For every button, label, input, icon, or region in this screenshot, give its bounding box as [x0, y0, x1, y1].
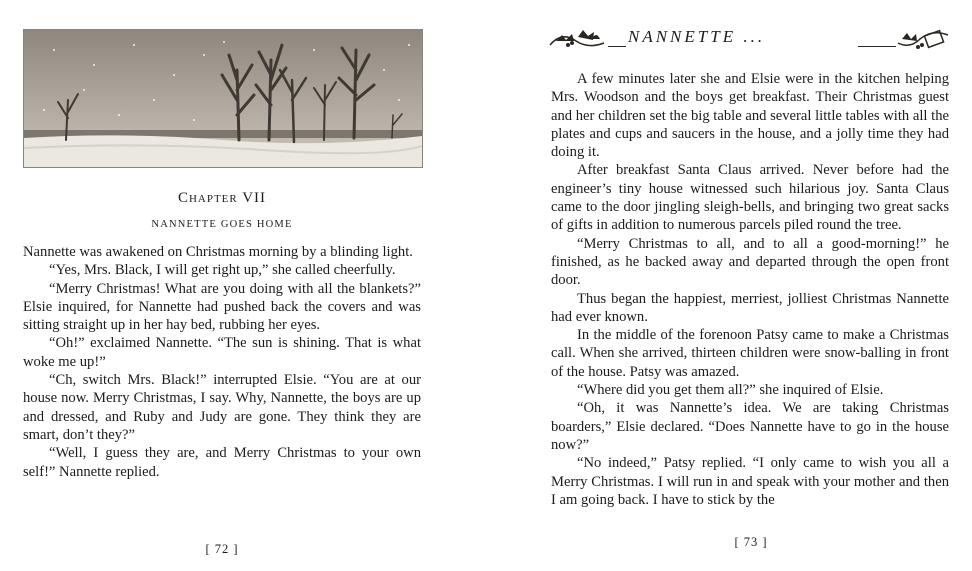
- paragraph: In the middle of the forenoon Patsy came to make a Christmas call. When she arrived, thirteen children were snow-balling in front of the house. Patsy was amazed.: [551, 327, 949, 380]
- paragraph: “Yes, Mrs. Black, I will get right up,” she called cheerfully.: [49, 262, 396, 279]
- winter-illustration: [23, 29, 423, 168]
- left-page-body: [23, 243, 421, 481]
- paragraph: “Oh, it was Nannette’s idea. We are taking Christmas boarders,” Elsie declared. “Does Nannette have to go in the house now?”: [551, 400, 949, 453]
- paragraph: A few minutes later she and Elsie were in the kitchen helping Mrs. Woodson and the boys get breakfast. Their Christmas guest and her children set the big table and several little tables with all the plates and cups and saucers in the house, and a jolly time they had doing it.: [551, 71, 949, 161]
- head-rule-left: [608, 46, 626, 47]
- paragraph: “Oh!” exclaimed Nannette. “The sun is shining. That is what woke me up!”: [23, 335, 421, 370]
- chapter-title: Chapter VII: [177, 190, 267, 206]
- running-head: [548, 25, 950, 55]
- running-head-title: NANNETTE ...: [628, 27, 766, 46]
- paragraph: After breakfast Santa Claus arrived. Never before had the engineer’s tiny house witnessed such hilarious joy. Santa Claus came to the door jingling sleigh-bells, and bringing two great sacks of gifts in addition to numerous parcels piled round the tree.: [551, 162, 949, 234]
- page-number: [ 72 ]: [205, 542, 239, 556]
- paragraph: Thus began the happiest, merriest, jolliest Christmas Nannette had ever known.: [551, 290, 949, 325]
- paragraph: “Merry Christmas! What are you doing with all the blankets?” Elsie inquired, for Nannette had pushed back the covers and was sitting straight up in her hay bed, rubbing her eyes.: [23, 280, 421, 334]
- paragraph: Nannette was awakened on Christmas morning by a blinding light.: [23, 244, 413, 260]
- paragraph: “Where did you get them all?” she inquired of Elsie.: [577, 382, 884, 399]
- page-number: [ 73 ]: [734, 535, 768, 549]
- holly-book-ornament-icon: [896, 25, 950, 56]
- head-rule-right: [858, 46, 896, 47]
- paragraph: “Merry Christmas to all, and to all a good-morning!” he finished, as he backed away and departed through the open front door.: [551, 235, 949, 289]
- holly-bells-ornament-icon: [548, 25, 606, 56]
- right-page: [486, 0, 972, 571]
- paragraph: “Ch, switch Mrs. Black!” interrupted Elsie. “You are at our house now. Merry Christmas, I say. Why, Nannette, the boys are up and dressed, and Ruby and Judy are gone. They think they are smart, don’t they?”: [23, 372, 421, 443]
- chapter-subtitle: NANNETTE GOES HOME: [151, 219, 293, 230]
- right-page-body: [551, 70, 949, 509]
- paragraph: “No indeed,” Patsy replied. “I only came to wish you all a Merry Christmas. I will run in and speak with your mother and then I am going back. I have to stick by the: [551, 455, 949, 508]
- paragraph: “Well, I guess they are, and Merry Christmas to your own self!” Nannette replied.: [23, 445, 421, 480]
- winter-trees-snow-scene-icon: [24, 30, 422, 167]
